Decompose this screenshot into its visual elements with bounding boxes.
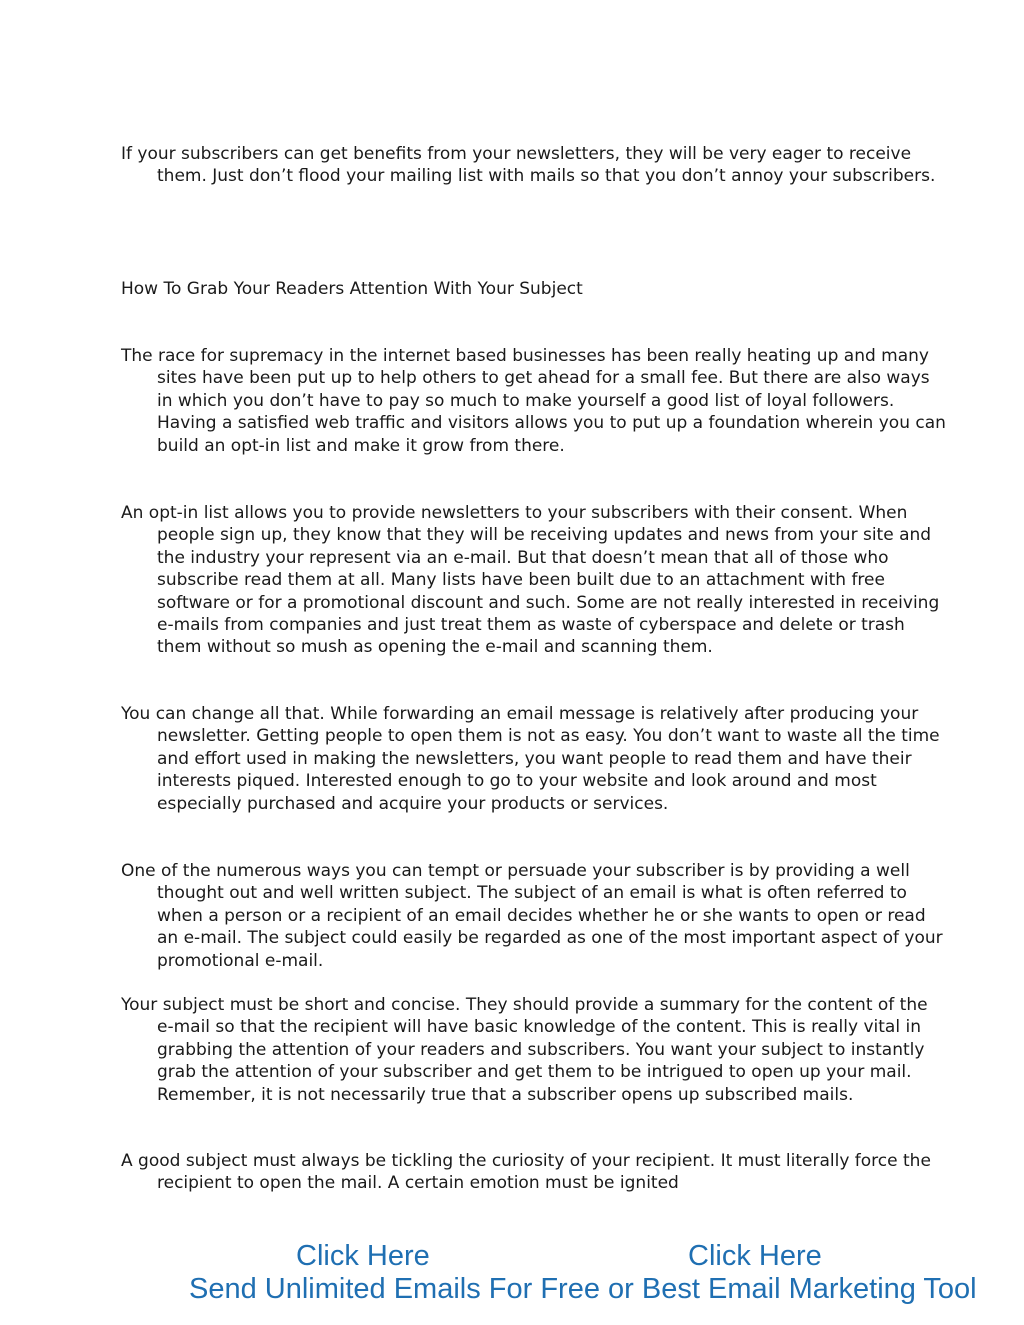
click-here-link-2[interactable]: Click Here	[688, 1240, 822, 1272]
click-here-link-1[interactable]: Click Here	[296, 1240, 430, 1272]
best-email-marketing-tool-link[interactable]: Best Email Marketing Tool	[641, 1273, 977, 1305]
body-paragraph-2: An opt-in list allows you to provide newsletters to your subscribers with their consent. When people sign up, they know that they will be receiving updates and news from your site and the industry your represent via an e-mail. But that doesn’t mean that all of those who subscribe read them at all. Many lists have been built due to an attachment with free software or for a promotional discount and such. Some are not really interested in receiving e-mails from companies and just treat them as waste of cyberspace and delete or trash them without so mush as opening the e-mail and scanning them.	[121, 503, 940, 658]
send-unlimited-emails-link[interactable]: Send Unlimited Emails For Free	[189, 1273, 600, 1305]
body-paragraph-1: The race for supremacy in the internet based businesses has been really heating up and many sites have been put up to help others to get ahead for a small fee. But there are also ways in which you don’t have to pay so much to make yourself a good list of loyal followers. Having a satisfied web traffic and visitors allows you to put up a foundation wherein you can build an opt-in list and make it grow from there.	[121, 346, 946, 456]
body-paragraph-4: One of the numerous ways you can tempt or persuade your subscriber is by providing a well thought out and well written subject. The subject of an email is what is often referred to when a person or a recipient of an email decides whether he or she wants to open or read an e-mail. The subject could easily be regarded as one of the most important aspect of your promotional e-mail.	[121, 861, 943, 971]
body-paragraph-6: A good subject must always be tickling the curiosity of your recipient. It must literally force the recipient to open the mail. A certain emotion must be ignited	[121, 1151, 931, 1194]
footer-separator: or	[608, 1273, 634, 1305]
footer-promo-line	[189, 1273, 977, 1305]
intro-paragraph: If your subscribers can get benefits from your newsletters, they will be very eager to receive them. Just don’t flood your mailing list with mails so that you don’t annoy your subscribers.	[121, 144, 936, 187]
body-paragraph-5: Your subject must be short and concise. They should provide a summary for the content of the e-mail so that the recipient will have basic knowledge of the content. This is really vital in grabbing the attention of your readers and subscribers. You want your subject to instantly grab the attention of your subscriber and get them to be intrigued to open up your mail. Remember, it is not necessarily true that a subscriber opens up subscribed mails.	[121, 995, 928, 1105]
section-heading: How To Grab Your Readers Attention With Your Subject	[121, 279, 583, 299]
body-paragraph-3: You can change all that. While forwarding an email message is relatively after producing your newsletter. Getting people to open them is not as easy. You don’t want to waste all the time and effort used in making the newsletters, you want people to read them and have their interests piqued. Interested enough to go to your website and look around and most especially purchased and acquire your products or services.	[121, 704, 940, 814]
